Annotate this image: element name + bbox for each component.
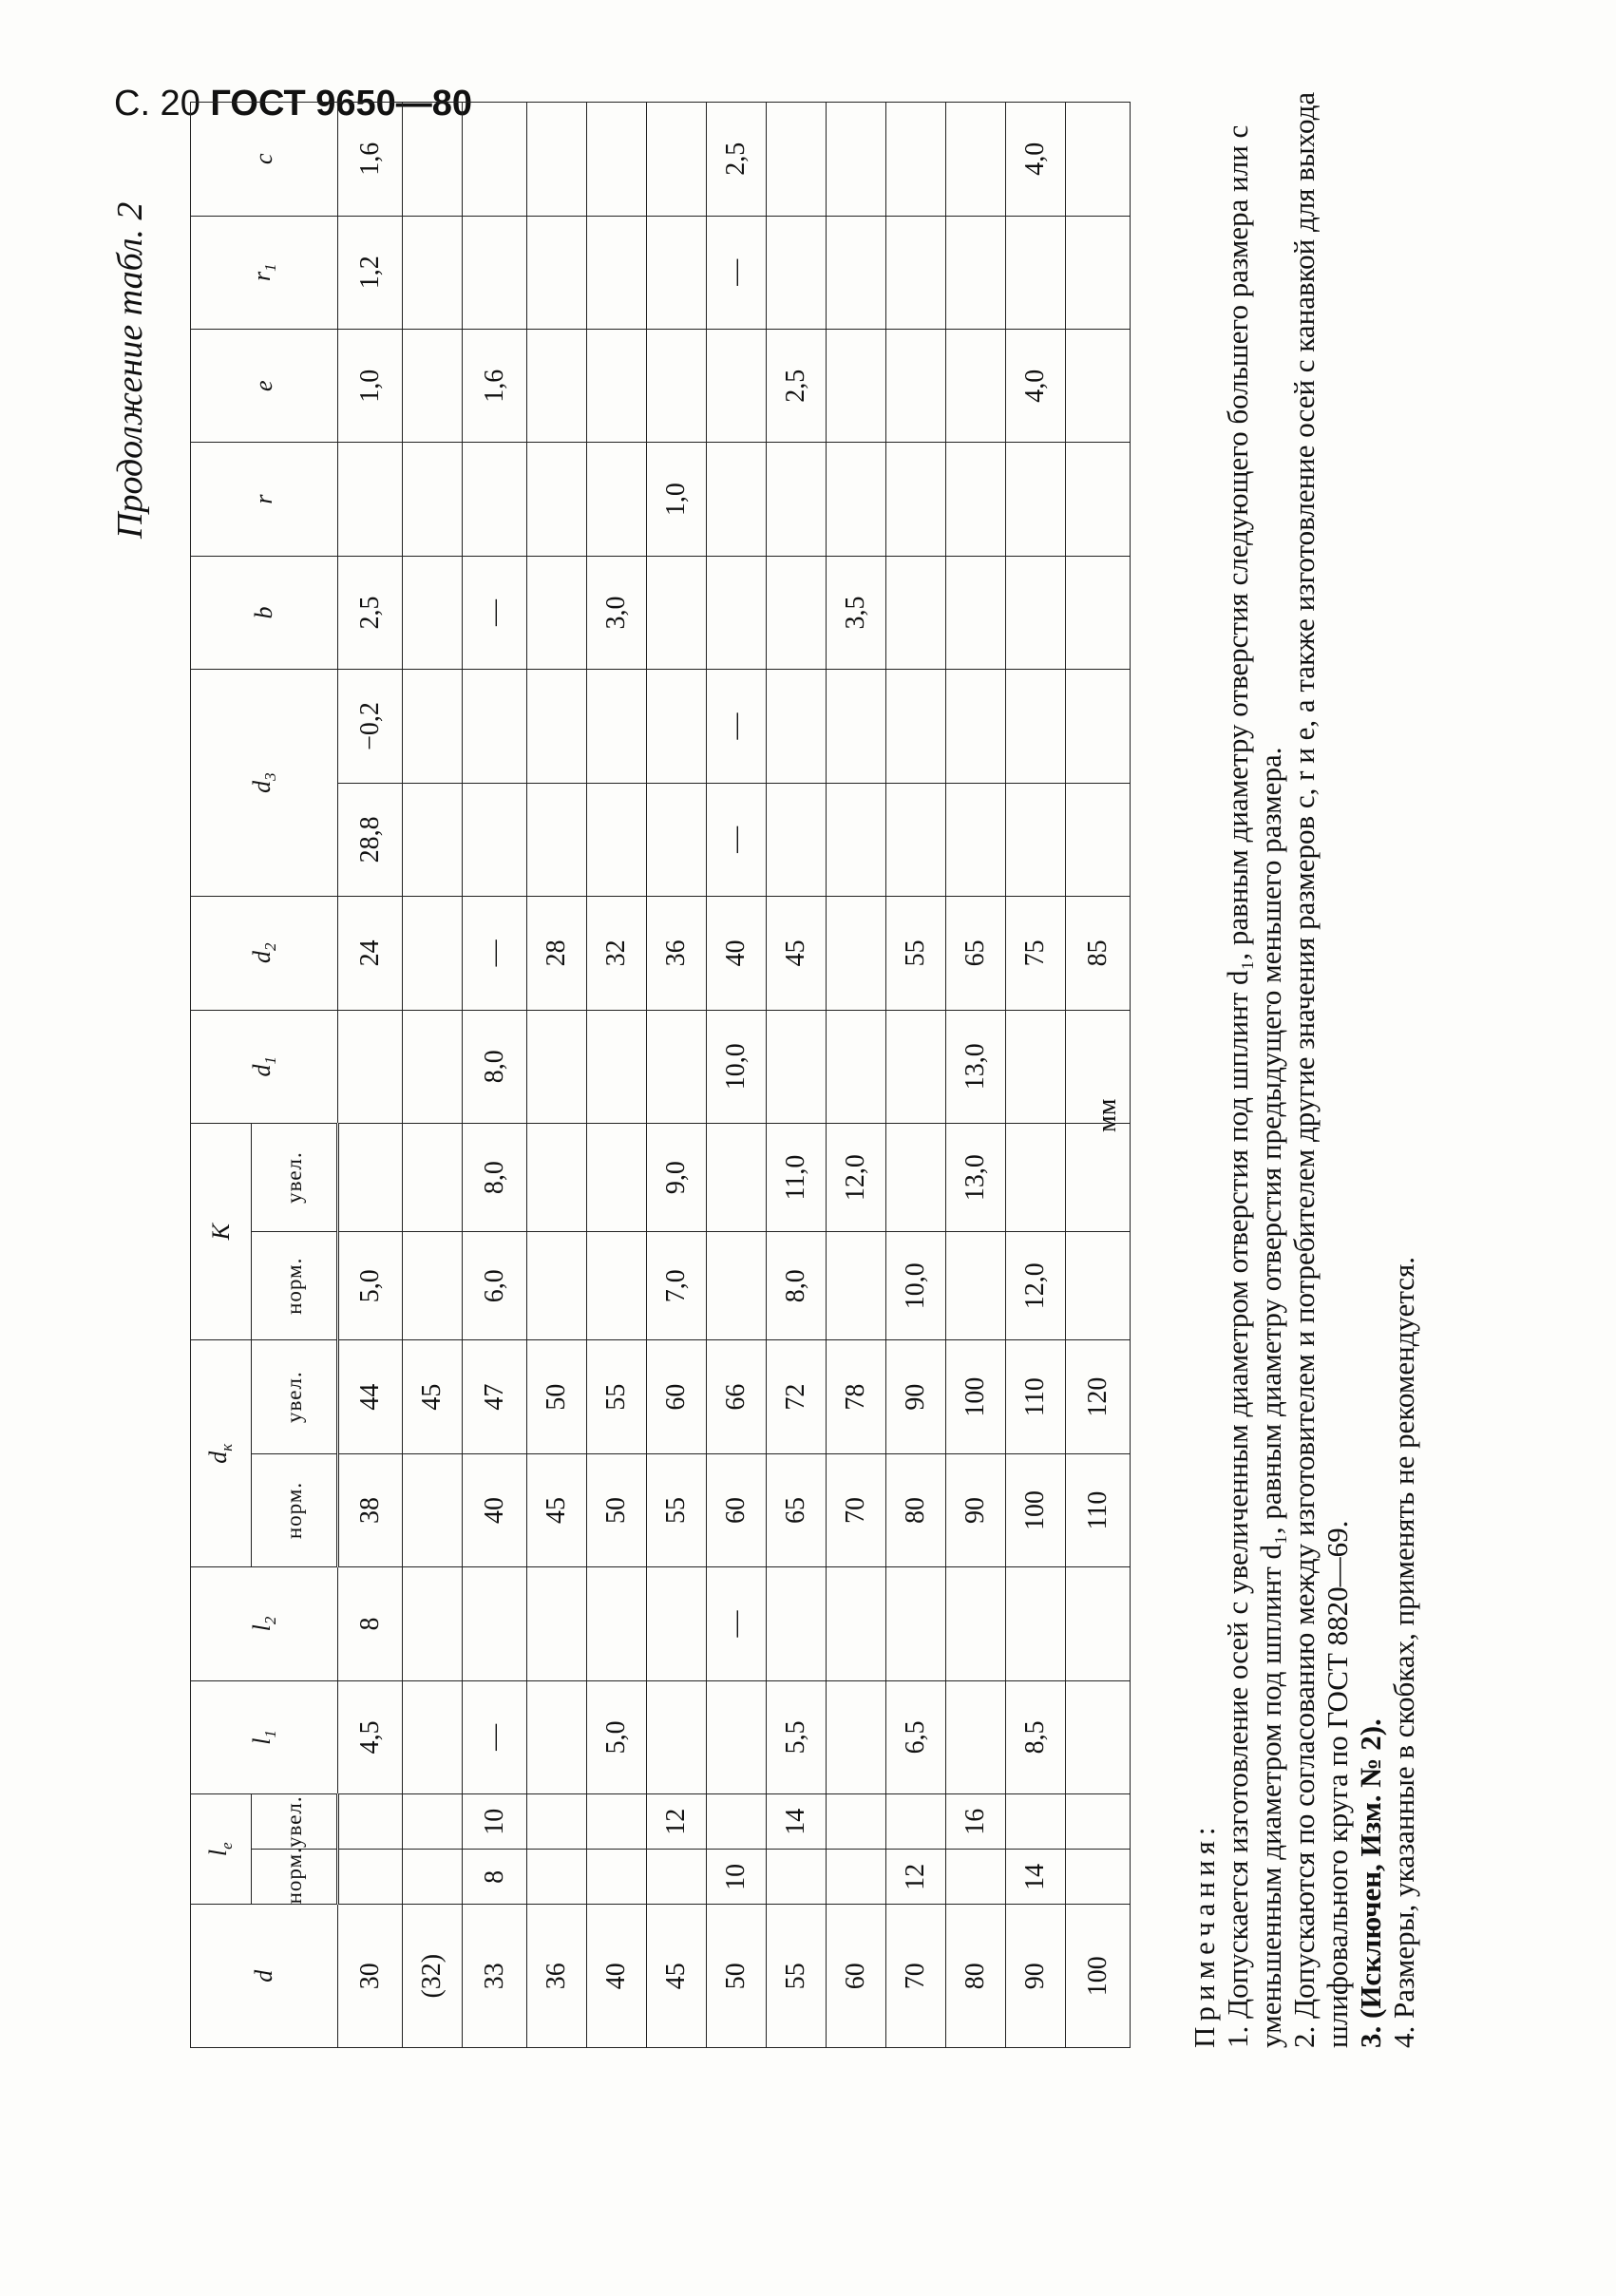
cell-e [1066, 329, 1131, 442]
cell-e: 1,6 [463, 329, 527, 442]
cell-l2 [767, 1567, 827, 1680]
table-row [946, 103, 1006, 2048]
cell-le-u [707, 1794, 767, 1850]
cell-l2: — [707, 1567, 767, 1680]
cell-l1 [647, 1680, 707, 1793]
cell-dk-n: 40 [463, 1453, 527, 1566]
cell-c [463, 103, 527, 217]
cell-K-n [527, 1232, 587, 1340]
note-2: 2. Допускаются по согласованию между изготовителем и потребителем другие значения размеров c, r и e, а также изготовление осей с канавкой для выхода шлифовального круга по ГОСТ 8820—69. [1287, 91, 1354, 2048]
cell-e [827, 329, 886, 442]
cell-c [403, 103, 463, 217]
cell-d2: 75 [1006, 897, 1066, 1010]
col-dk-norm: норм. [252, 1453, 338, 1566]
table-row [587, 103, 647, 2048]
cell-K-n: 7,0 [647, 1232, 707, 1340]
cell-c [527, 103, 587, 217]
cell-r1: — [707, 216, 767, 329]
cell-d: 90 [1006, 1905, 1066, 2048]
cell-d3b [463, 670, 527, 783]
col-d: d [191, 1905, 338, 2048]
cell-le-n: 8 [463, 1850, 527, 1905]
table-row [527, 103, 587, 2048]
col-d2: $d_2$ [191, 897, 338, 1010]
cell-r [338, 443, 403, 556]
cell-r [707, 443, 767, 556]
cell-d1: 10,0 [707, 1010, 767, 1123]
cell-b: 2,5 [338, 556, 403, 669]
cell-K-n [1066, 1232, 1131, 1340]
cell-d1 [527, 1010, 587, 1123]
cell-le-n [587, 1850, 647, 1905]
cell-dk-n [403, 1453, 463, 1566]
col-e: e [191, 329, 338, 442]
cell-d2: 24 [338, 897, 403, 1010]
cell-l2 [827, 1567, 886, 1680]
cell-l2 [946, 1567, 1006, 1680]
cell-c [1066, 103, 1131, 217]
cell-d: 80 [946, 1905, 1006, 2048]
cell-d1 [767, 1010, 827, 1123]
cell-dk-n: 65 [767, 1453, 827, 1566]
cell-r [886, 443, 946, 556]
table-row [1066, 103, 1131, 2048]
cell-le-u [403, 1794, 463, 1850]
cell-b [707, 556, 767, 669]
cell-dk-n: 90 [946, 1453, 1006, 1566]
cell-l2 [403, 1567, 463, 1680]
cell-b: 3,0 [587, 556, 647, 669]
table-row [827, 103, 886, 2048]
cell-r1 [647, 216, 707, 329]
cell-b [1066, 556, 1131, 669]
cell-K-n [946, 1232, 1006, 1340]
col-l1: $l_1$ [191, 1680, 338, 1793]
cell-K-n [403, 1232, 463, 1340]
cell-dk-u: 45 [403, 1340, 463, 1453]
cell-le-u [1066, 1794, 1131, 1850]
table-row [403, 103, 463, 2048]
cell-dk-u: 55 [587, 1340, 647, 1453]
cell-r1 [1006, 216, 1066, 329]
cell-K-u [587, 1123, 647, 1231]
cell-e: 1,0 [338, 329, 403, 442]
cell-c [946, 103, 1006, 217]
cell-d3b: — [707, 670, 767, 783]
table-row [463, 103, 527, 2048]
cell-le-n: 10 [707, 1850, 767, 1905]
cell-d3b [647, 670, 707, 783]
cell-dk-u: 78 [827, 1340, 886, 1453]
cell-e [587, 329, 647, 442]
cell-dk-u: 120 [1066, 1340, 1131, 1453]
cell-dk-u: 66 [707, 1340, 767, 1453]
cell-dk-n: 70 [827, 1453, 886, 1566]
cell-dk-u: 44 [338, 1340, 403, 1453]
cell-r1 [886, 216, 946, 329]
cell-d: 30 [338, 1905, 403, 2048]
cell-dk-u: 50 [527, 1340, 587, 1453]
cell-d3a [647, 783, 707, 896]
table-row [1006, 103, 1066, 2048]
col-dk-uvel: увел. [252, 1340, 338, 1453]
cell-le-n [1066, 1850, 1131, 1905]
col-r: r [191, 443, 338, 556]
cell-l1 [707, 1680, 767, 1793]
cell-le-u [527, 1794, 587, 1850]
cell-d: 100 [1066, 1905, 1131, 2048]
cell-d3a [886, 783, 946, 896]
cell-d3a: — [707, 783, 767, 896]
cell-l2: 8 [338, 1567, 403, 1680]
cell-l1: 4,5 [338, 1680, 403, 1793]
cell-K-n [827, 1232, 886, 1340]
cell-d1: 8,0 [463, 1010, 527, 1123]
cell-d3a [463, 783, 527, 896]
cell-l1 [527, 1680, 587, 1793]
cell-c [886, 103, 946, 217]
table-row [647, 103, 707, 2048]
cell-c [767, 103, 827, 217]
cell-d2: 55 [886, 897, 946, 1010]
note-1: 1. Допускается изготовление осей с увеличенным диаметром отверстия под шплинт d₁, равным диаметру отверстия следующего большего размера или с уменьшенным диаметром под шплинт d₁, равным диаметру отверстия предыдущего меньшего размера. [1221, 124, 1287, 2048]
cell-le-n [827, 1850, 886, 1905]
cell-e [707, 329, 767, 442]
cell-d3b [527, 670, 587, 783]
cell-d2: 45 [767, 897, 827, 1010]
cell-r [463, 443, 527, 556]
notes-title: Примечания: [1188, 1821, 1221, 2048]
cell-K-u [527, 1123, 587, 1231]
cell-K-u [338, 1123, 403, 1231]
cell-d3a [527, 783, 587, 896]
cell-l1 [1066, 1680, 1131, 1793]
cell-b [527, 556, 587, 669]
cell-b: — [463, 556, 527, 669]
cell-d: 45 [647, 1905, 707, 2048]
cell-d3b: −0,2 [338, 670, 403, 783]
cell-r1 [767, 216, 827, 329]
cell-l1: — [463, 1680, 527, 1793]
cell-K-u: 12,0 [827, 1123, 886, 1231]
cell-K-u [403, 1123, 463, 1231]
col-d1: $d_1$ [191, 1010, 338, 1123]
cell-dk-u: 47 [463, 1340, 527, 1453]
cell-d2: 32 [587, 897, 647, 1010]
cell-d3b [767, 670, 827, 783]
col-le-norm: норм. [252, 1850, 338, 1905]
cell-d3a [827, 783, 886, 896]
cell-dk-n: 50 [587, 1453, 647, 1566]
cell-e [886, 329, 946, 442]
note-4: 4. Размеры, указанные в скобках, применять не рекомендуется. [1387, 1256, 1420, 2048]
cell-r [946, 443, 1006, 556]
page-number: С. 20 [114, 84, 200, 123]
unit-label: мм [1093, 1098, 1122, 1132]
cell-dk-u: 110 [1006, 1340, 1066, 1453]
cell-le-u: 14 [767, 1794, 827, 1850]
cell-K-n: 12,0 [1006, 1232, 1066, 1340]
cell-r1 [946, 216, 1006, 329]
cell-b [1006, 556, 1066, 669]
cell-d3a: 28,8 [338, 783, 403, 896]
cell-dk-n: 38 [338, 1453, 403, 1566]
cell-d1: 13,0 [946, 1010, 1006, 1123]
cell-c: 1,6 [338, 103, 403, 217]
cell-c: 2,5 [707, 103, 767, 217]
cell-r1 [527, 216, 587, 329]
col-c: c [191, 103, 338, 217]
cell-K-u: 8,0 [463, 1123, 527, 1231]
cell-e [647, 329, 707, 442]
cell-le-u [587, 1794, 647, 1850]
cell-d1 [1066, 1010, 1131, 1123]
cell-c [647, 103, 707, 217]
cell-l1: 8,5 [1006, 1680, 1066, 1793]
cell-K-n [587, 1232, 647, 1340]
cell-le-u [827, 1794, 886, 1850]
cell-d2: 65 [946, 897, 1006, 1010]
cell-c [827, 103, 886, 217]
cell-l1: 5,5 [767, 1680, 827, 1793]
cell-d3a [946, 783, 1006, 896]
cell-d: 60 [827, 1905, 886, 2048]
cell-b [767, 556, 827, 669]
cell-d3a [1066, 783, 1131, 896]
cell-le-n [403, 1850, 463, 1905]
cell-d1 [647, 1010, 707, 1123]
cell-r1: 1,2 [338, 216, 403, 329]
cell-d1 [1006, 1010, 1066, 1123]
cell-le-n: 14 [1006, 1850, 1066, 1905]
cell-d3a [403, 783, 463, 896]
cell-e [403, 329, 463, 442]
cell-d3b [827, 670, 886, 783]
cell-d: 50 [707, 1905, 767, 2048]
cell-K-u [707, 1123, 767, 1231]
cell-K-n [707, 1232, 767, 1340]
cell-d: 36 [527, 1905, 587, 2048]
cell-d: 55 [767, 1905, 827, 2048]
cell-le-u [338, 1794, 403, 1850]
cell-le-u [886, 1794, 946, 1850]
cell-l2 [587, 1567, 647, 1680]
cell-r1 [403, 216, 463, 329]
cell-r [767, 443, 827, 556]
cell-dk-u: 100 [946, 1340, 1006, 1453]
cell-r1 [1066, 216, 1131, 329]
cell-le-n [338, 1850, 403, 1905]
cell-dk-n: 55 [647, 1453, 707, 1566]
cell-b: 3,5 [827, 556, 886, 669]
col-K-norm: норм. [252, 1232, 338, 1340]
cell-b [886, 556, 946, 669]
cell-K-n: 6,0 [463, 1232, 527, 1340]
cell-dk-n: 100 [1006, 1453, 1066, 1566]
cell-K-n: 5,0 [338, 1232, 403, 1340]
table-row [338, 103, 403, 2048]
cell-r1 [463, 216, 527, 329]
cell-d1 [886, 1010, 946, 1123]
cell-K-u [886, 1123, 946, 1231]
cell-le-n [946, 1850, 1006, 1905]
cell-e [946, 329, 1006, 442]
col-K: K [191, 1123, 252, 1339]
cell-e: 2,5 [767, 329, 827, 442]
cell-d3a [1006, 783, 1066, 896]
cell-le-n [527, 1850, 587, 1905]
cell-dk-n: 110 [1066, 1453, 1131, 1566]
cell-l2 [527, 1567, 587, 1680]
cell-r [1066, 443, 1131, 556]
cell-le-n [647, 1850, 707, 1905]
cell-c: 4,0 [1006, 103, 1066, 217]
col-K-uvel: увел. [252, 1123, 338, 1231]
cell-dk-n: 80 [886, 1453, 946, 1566]
cell-le-n: 12 [886, 1850, 946, 1905]
cell-l2 [886, 1567, 946, 1680]
cell-d2: 28 [527, 897, 587, 1010]
table-body [338, 103, 1131, 2048]
cell-d3a [767, 783, 827, 896]
cell-r [403, 443, 463, 556]
cell-d: (32) [403, 1905, 463, 2048]
note-3: 3. (Исключен, Изм. № 2). [1354, 1718, 1387, 2048]
cell-d2: 85 [1066, 897, 1131, 1010]
cell-d2 [403, 897, 463, 1010]
continuation-caption: Продолжение табл. 2 [110, 201, 150, 539]
cell-d2 [827, 897, 886, 1010]
cell-K-u: 9,0 [647, 1123, 707, 1231]
cell-r1 [587, 216, 647, 329]
cell-r [1006, 443, 1066, 556]
cell-b [647, 556, 707, 669]
cell-r [527, 443, 587, 556]
cell-le-n [767, 1850, 827, 1905]
cell-d2: 36 [647, 897, 707, 1010]
col-le-uvel: увел. [252, 1794, 338, 1850]
cell-le-u: 12 [647, 1794, 707, 1850]
col-d3: $d_3$ [191, 670, 338, 897]
cell-l1 [827, 1680, 886, 1793]
cell-K-u: 13,0 [946, 1123, 1006, 1231]
cell-d1 [403, 1010, 463, 1123]
cell-d: 70 [886, 1905, 946, 2048]
col-l2: $l_2$ [191, 1567, 338, 1680]
cell-b [403, 556, 463, 669]
cell-l2 [647, 1567, 707, 1680]
cell-K-n: 8,0 [767, 1232, 827, 1340]
cell-dk-n: 45 [527, 1453, 587, 1566]
cell-le-u: 16 [946, 1794, 1006, 1850]
cell-le-u: 10 [463, 1794, 527, 1850]
dimensions-table [190, 102, 1131, 2048]
cell-r1 [827, 216, 886, 329]
cell-d1 [587, 1010, 647, 1123]
cell-d: 33 [463, 1905, 527, 2048]
cell-r [827, 443, 886, 556]
cell-d3b [587, 670, 647, 783]
cell-r [587, 443, 647, 556]
cell-d1 [338, 1010, 403, 1123]
cell-K-n: 10,0 [886, 1232, 946, 1340]
table-row [767, 103, 827, 2048]
col-b: b [191, 556, 338, 669]
table-row [707, 103, 767, 2048]
cell-d3b [1066, 670, 1131, 783]
col-dk: $d_к$ [191, 1340, 252, 1567]
table-row [886, 103, 946, 2048]
cell-b [946, 556, 1006, 669]
cell-e [527, 329, 587, 442]
cell-d: 40 [587, 1905, 647, 2048]
cell-K-u [1066, 1123, 1131, 1231]
cell-c [587, 103, 647, 217]
cell-l1: 5,0 [587, 1680, 647, 1793]
col-r1: $r_1$ [191, 216, 338, 329]
col-le: $l_e$ [191, 1794, 252, 1905]
cell-d3b [946, 670, 1006, 783]
cell-dk-u: 60 [647, 1340, 707, 1453]
cell-d2: — [463, 897, 527, 1010]
cell-d3b [886, 670, 946, 783]
cell-d3b [403, 670, 463, 783]
cell-l1 [403, 1680, 463, 1793]
cell-e: 4,0 [1006, 329, 1066, 442]
notes [1188, 91, 1420, 2048]
cell-l1 [946, 1680, 1006, 1793]
cell-dk-n: 60 [707, 1453, 767, 1566]
cell-l1: 6,5 [886, 1680, 946, 1793]
cell-le-u [1006, 1794, 1066, 1850]
cell-l2 [463, 1567, 527, 1680]
cell-dk-u: 72 [767, 1340, 827, 1453]
rotated-page-content [0, 16, 1615, 2296]
cell-l2 [1006, 1567, 1066, 1680]
cell-d1 [827, 1010, 886, 1123]
cell-K-u [1006, 1123, 1066, 1231]
cell-K-u: 11,0 [767, 1123, 827, 1231]
cell-d3b [1006, 670, 1066, 783]
cell-d2: 40 [707, 897, 767, 1010]
cell-d3a [587, 783, 647, 896]
standard-number: ГОСТ 9650—80 [210, 84, 473, 123]
cell-dk-u: 90 [886, 1340, 946, 1453]
cell-l2 [1066, 1567, 1131, 1680]
cell-r: 1,0 [647, 443, 707, 556]
